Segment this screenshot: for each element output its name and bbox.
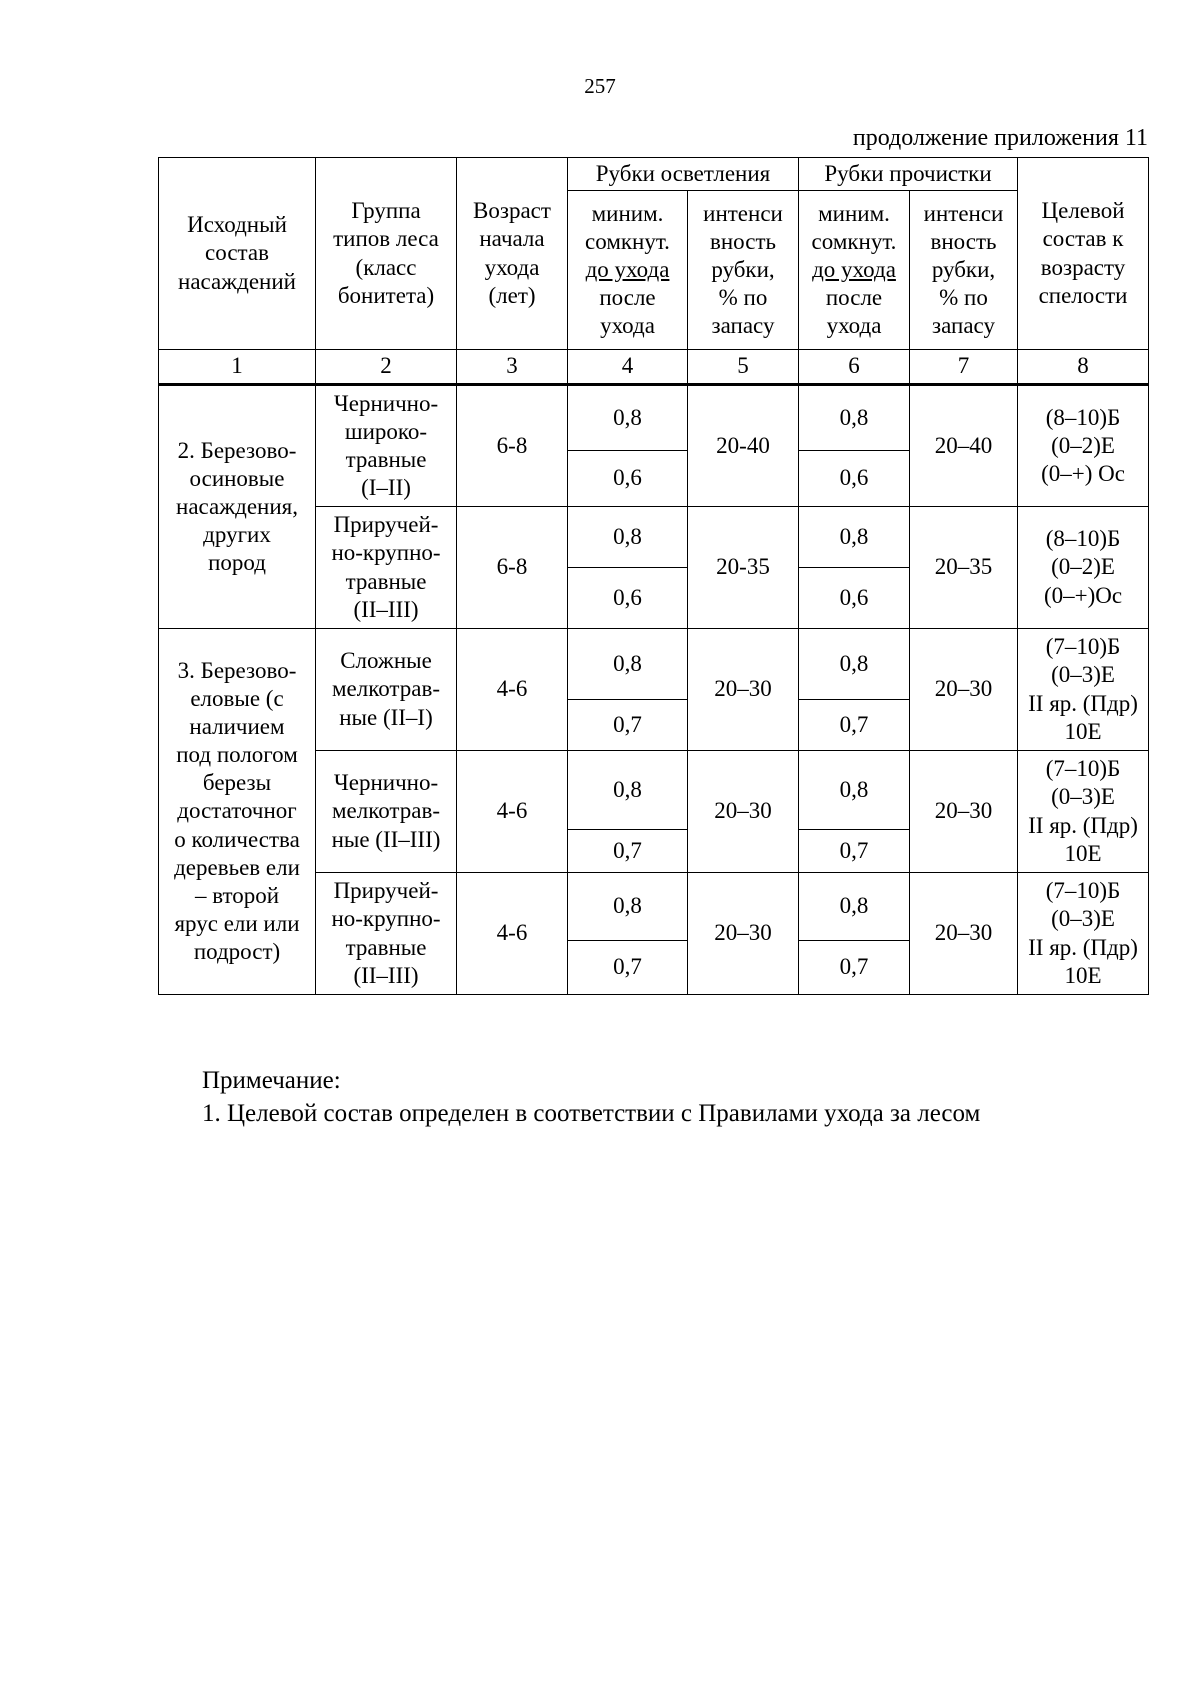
intensity-cell: 20–30 bbox=[910, 873, 1018, 995]
density-before-cell: 0,8 bbox=[799, 629, 910, 700]
forest-type-cell: Приручей- но-крупно- травные (II–III) bbox=[316, 507, 457, 629]
header-cell-col3: Возраст начала ухода (лет) bbox=[457, 158, 568, 350]
intensity-cell: 20-40 bbox=[688, 385, 799, 507]
target-composition-cell: (8–10)Б (0–2)Е (0–+) Ос bbox=[1018, 385, 1149, 507]
density-before-cell: 0,8 bbox=[799, 873, 910, 941]
header-sub-min-b: миним. сомкнут. до ухода после ухода bbox=[799, 191, 910, 350]
column-number: 4 bbox=[568, 350, 688, 385]
table-row bbox=[159, 385, 1149, 451]
header-group-clearing: Рубки осветления bbox=[568, 158, 799, 191]
density-after-cell: 0,7 bbox=[799, 700, 910, 751]
age-cell: 4-6 bbox=[457, 873, 568, 995]
column-number: 7 bbox=[910, 350, 1018, 385]
density-before-cell: 0,8 bbox=[568, 751, 688, 830]
intensity-cell: 20–30 bbox=[688, 751, 799, 873]
forest-care-table bbox=[158, 157, 1149, 995]
age-cell: 4-6 bbox=[457, 629, 568, 751]
column-number: 3 bbox=[457, 350, 568, 385]
header-sub-int-a: интенси вность рубки, % по запасу bbox=[688, 191, 799, 350]
age-cell: 6-8 bbox=[457, 385, 568, 507]
intensity-cell: 20–30 bbox=[910, 629, 1018, 751]
density-after-cell: 0,7 bbox=[568, 830, 688, 873]
density-after-cell: 0,7 bbox=[568, 941, 688, 995]
header-cell-col1: Исходный состав насаждений bbox=[159, 158, 316, 350]
density-after-cell: 0,7 bbox=[799, 941, 910, 995]
forest-type-cell: Сложные мелкотрав- ные (II–I) bbox=[316, 629, 457, 751]
column-number-row bbox=[159, 350, 1149, 385]
intensity-cell: 20–30 bbox=[688, 629, 799, 751]
header-sub-min-a: миним. сомкнут. до ухода после ухода bbox=[568, 191, 688, 350]
density-after-cell: 0,6 bbox=[799, 568, 910, 629]
age-cell: 6-8 bbox=[457, 507, 568, 629]
target-composition-cell: (7–10)Б (0–3)Е II яр. (Пдр) 10Е bbox=[1018, 873, 1149, 995]
forest-type-cell: Приручей- но-крупно- травные (II–III) bbox=[316, 873, 457, 995]
section-name-cell: 3. Березово- еловые (с наличием под пологом березы достаточног о количества деревьев ели – второй ярус ели или подрост) bbox=[159, 629, 316, 995]
header-sub-int-b: интенси вность рубки, % по запасу bbox=[910, 191, 1018, 350]
intensity-cell: 20–30 bbox=[910, 751, 1018, 873]
note-block bbox=[202, 1065, 980, 1130]
age-cell: 4-6 bbox=[457, 751, 568, 873]
intensity-cell: 20–30 bbox=[688, 873, 799, 995]
column-number: 2 bbox=[316, 350, 457, 385]
density-after-cell: 0,7 bbox=[568, 700, 688, 751]
density-before-cell: 0,8 bbox=[568, 873, 688, 941]
header-cell-col8: Целевой состав к возрасту спелости bbox=[1018, 158, 1149, 350]
forest-type-cell: Чернично- мелкотрав- ные (II–III) bbox=[316, 751, 457, 873]
density-after-cell: 0,6 bbox=[799, 451, 910, 507]
density-after-cell: 0,6 bbox=[568, 451, 688, 507]
table-row bbox=[159, 629, 1149, 700]
column-number: 8 bbox=[1018, 350, 1149, 385]
column-number: 1 bbox=[159, 350, 316, 385]
header-cell-col2: Группа типов леса (класс бонитета) bbox=[316, 158, 457, 350]
density-after-cell: 0,6 bbox=[568, 568, 688, 629]
intensity-cell: 20-35 bbox=[688, 507, 799, 629]
intensity-cell: 20–40 bbox=[910, 385, 1018, 507]
density-before-cell: 0,8 bbox=[568, 629, 688, 700]
note-title: Примечание: bbox=[202, 1067, 341, 1094]
section-name-cell: 2. Березово- осиновые насаждения, других пород bbox=[159, 385, 316, 629]
intensity-cell: 20–35 bbox=[910, 507, 1018, 629]
page-number: 257 bbox=[584, 74, 616, 98]
density-before-cell: 0,8 bbox=[799, 385, 910, 451]
density-before-cell: 0,8 bbox=[568, 385, 688, 451]
density-before-cell: 0,8 bbox=[799, 751, 910, 830]
density-after-cell: 0,7 bbox=[799, 830, 910, 873]
header-group-cleaning: Рубки прочистки bbox=[799, 158, 1018, 191]
density-before-cell: 0,8 bbox=[799, 507, 910, 568]
target-composition-cell: (7–10)Б (0–3)Е II яр. (Пдр) 10Е bbox=[1018, 629, 1149, 751]
target-composition-cell: (8–10)Б (0–2)Е (0–+)Ос bbox=[1018, 507, 1149, 629]
continuation-label: продолжение приложения 11 bbox=[852, 125, 1148, 151]
target-composition-cell: (7–10)Б (0–3)Е II яр. (Пдр) 10Е bbox=[1018, 751, 1149, 873]
forest-type-cell: Чернично- широко- травные (I–II) bbox=[316, 385, 457, 507]
density-before-cell: 0,8 bbox=[568, 507, 688, 568]
note-item: 1. Целевой состав определен в соответствии с Правилами ухода за лесом bbox=[202, 1099, 981, 1127]
header-row-top bbox=[159, 158, 1149, 191]
column-number: 5 bbox=[688, 350, 799, 385]
column-number: 6 bbox=[799, 350, 910, 385]
